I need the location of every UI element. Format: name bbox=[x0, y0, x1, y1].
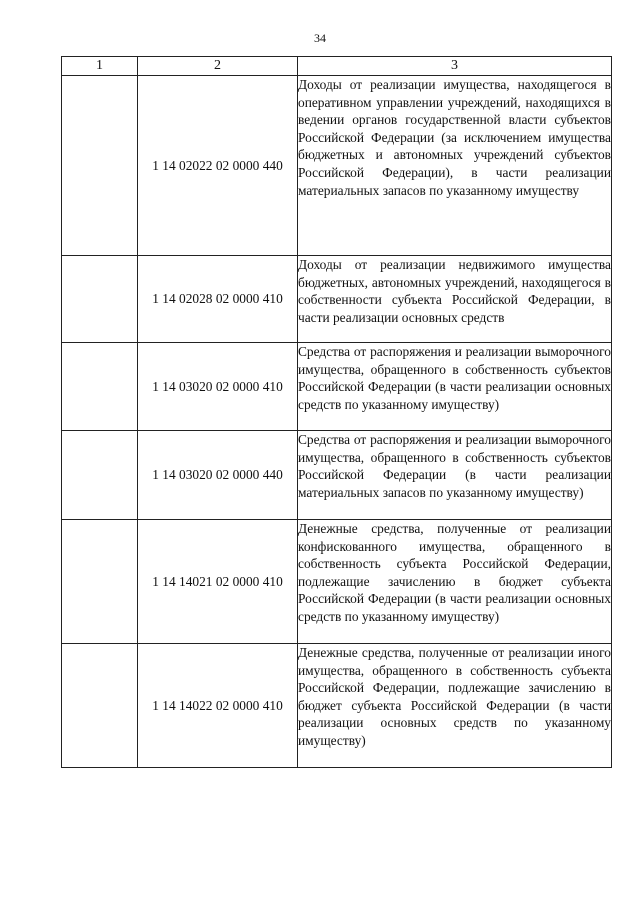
revenue-description: Денежные средства, полученные от реализации конфискованного имущества, обращенного в собственность субъекта Российской Федерации, подлежащие зачислению в бюджет субъекта Российской Федерации (в части реализации основных средств по указанному имуществу) bbox=[298, 520, 612, 644]
row-empty-cell bbox=[62, 76, 138, 256]
row-empty-cell bbox=[62, 431, 138, 520]
column-header-2: 2 bbox=[138, 57, 298, 76]
table-row bbox=[62, 520, 612, 644]
revenue-description: Денежные средства, полученные от реализации иного имущества, обращенного в собственность субъекта Российской Федерации, подлежащие зачислению в бюджет субъекта Российской Федерации (в части реализации основных средств по указанному имуществу) bbox=[298, 644, 612, 768]
revenue-code: 1 14 14021 02 0000 410 bbox=[138, 520, 298, 644]
revenue-code: 1 14 02022 02 0000 440 bbox=[138, 76, 298, 256]
column-header-1: 1 bbox=[62, 57, 138, 76]
row-empty-cell bbox=[62, 256, 138, 343]
row-empty-cell bbox=[62, 520, 138, 644]
table-row bbox=[62, 431, 612, 520]
row-empty-cell bbox=[62, 644, 138, 768]
table-row bbox=[62, 644, 612, 768]
revenue-codes-table bbox=[61, 56, 612, 768]
revenue-description: Средства от распоряжения и реализации выморочного имущества, обращенного в собственность субъектов Российской Федерации (в части реализации основных средств по указанному имуществу) bbox=[298, 343, 612, 431]
column-header-3: 3 bbox=[298, 57, 612, 76]
revenue-code: 1 14 03020 02 0000 440 bbox=[138, 431, 298, 520]
revenue-code: 1 14 02028 02 0000 410 bbox=[138, 256, 298, 343]
row-empty-cell bbox=[62, 343, 138, 431]
table-row bbox=[62, 256, 612, 343]
table-row bbox=[62, 76, 612, 256]
page-number: 34 bbox=[314, 31, 326, 45]
revenue-code: 1 14 14022 02 0000 410 bbox=[138, 644, 298, 768]
revenue-description: Доходы от реализации недвижимого имущества бюджетных, автономных учреждений, находящегося в собственности субъекта Российской Федерации, в части реализации основных средств bbox=[298, 256, 612, 343]
revenue-description: Доходы от реализации имущества, находящегося в оперативном управлении учреждений, находящихся в ведении органов государственной власти субъектов Российской Федерации (за исключением имущества бюджетных и автономных учреждений субъектов Российской Федерации), в части реализации материальных запасов по указанному имуществу bbox=[298, 76, 612, 256]
table-row bbox=[62, 343, 612, 431]
table-header-row bbox=[62, 57, 612, 76]
revenue-code: 1 14 03020 02 0000 410 bbox=[138, 343, 298, 431]
revenue-description: Средства от распоряжения и реализации выморочного имущества, обращенного в собственность субъектов Российской Федерации (в части реализации материальных запасов по указанному имуществу) bbox=[298, 431, 612, 520]
